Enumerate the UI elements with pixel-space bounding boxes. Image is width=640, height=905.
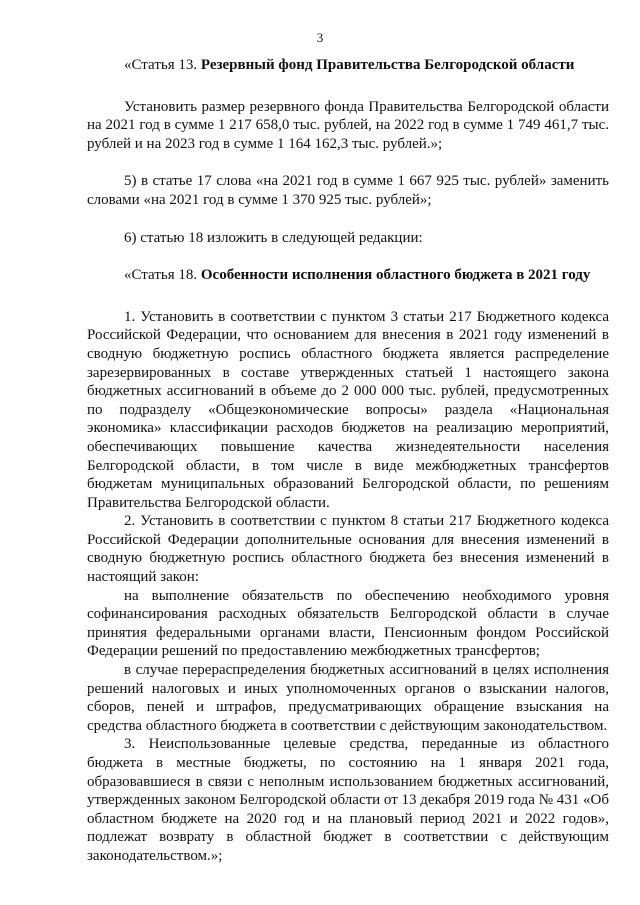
article-18-prefix: «Статья 18. [124, 267, 201, 284]
article-18-paragraph-2: 2. Установить в соответствии с пунктом 8 статьи 217 Бюджетного кодекса Российской Федерации дополнительные основания для внесения изменений в сводную бюджетную роспись областного бюджета без внесения изменений в настоящий закон: [87, 513, 609, 586]
article-18-paragraph-2b: в случае перераспределения бюджетных ассигнований в целях исполнения решений налоговых и иных уполномоченных органов о взыскании налогов, сборов, пеней и штрафов, предусматривающих обращение взыскания на средства областного бюджета в соответствии с действующим законодательством. [87, 662, 609, 734]
article-18-paragraph-3: 3. Неиспользованные целевые средства, переданные из областного бюджета в местные бюджеты, по состоянию на 1 января 2021 года, образовавшиеся в связи с неполным использованием бюджетных ассигнований, утвержденных законом Белгородской области от 13 декабря 2019 года № 431 «Об областном бюджете на 2020 год и на плановый период 2021 и 2022 годов», подлежат возврату в областной бюджет в соответствии с действующим законодательством.»; [87, 736, 609, 864]
article-18-paragraph-1: 1. Установить в соответствии с пунктом 3 статьи 217 Бюджетного кодекса Российской Федерации, что основанием для внесения в 2021 году изменений в сводную бюджетную роспись областного бюджета является распределение зарезервированных в составе утвержденных статьей 1 настоящего закона бюджетных ассигнований в объеме до 2 000 000 тыс. рублей, предусмотренных по подразделу «Общеэкономические вопросы» раздела «Национальная экономика» классификации расходов бюджетов на реализацию мероприятий, обеспечивающих повышение качества жизнедеятельности населения Белгородской области, в том числе в виде межбюджетных трансфертов бюджетам муниципальных образований Белгородской области, по решениям Правительства Белгородской области. [87, 308, 609, 511]
article-13-title: Резервный фонд Правительства Белгородской области [200, 57, 575, 73]
page-number: 3 [316, 30, 324, 45]
item-6: 6) статью 18 изложить в следующей редакции: [124, 229, 423, 246]
document-body [87, 56, 609, 866]
item-5: 5) в статье 17 слова «на 2021 год в сумме 1 667 925 тыс. рублей» заменить словами «на 2021 год в сумме 1 370 925 тыс. рублей»; [87, 173, 609, 208]
article-18-heading [87, 266, 609, 285]
article-13-body: Установить размер резервного фонда Правительства Белгородской области на 2021 год в сумме 1 217 658,0 тыс. рублей, на 2022 год в сумме 1 749 461,7 тыс. рублей и на 2023 год в сумме 1 164 162,3 тыс. рублей.»; [87, 98, 609, 152]
article-13-prefix: «Статья 13. [124, 57, 201, 73]
article-18-paragraph-2a: на выполнение обязательств по обеспечению необходимого уровня софинансирования расходных обязательств Белгородской области в случае принятия федеральными органами власти, Пенсионным фондом Российской Федерации решений по предоставлению межбюджетных трансфертов; [87, 587, 609, 660]
article-18-title: Особенности исполнения областного бюджета в 2021 году [200, 267, 591, 284]
article-13-heading [87, 56, 609, 75]
